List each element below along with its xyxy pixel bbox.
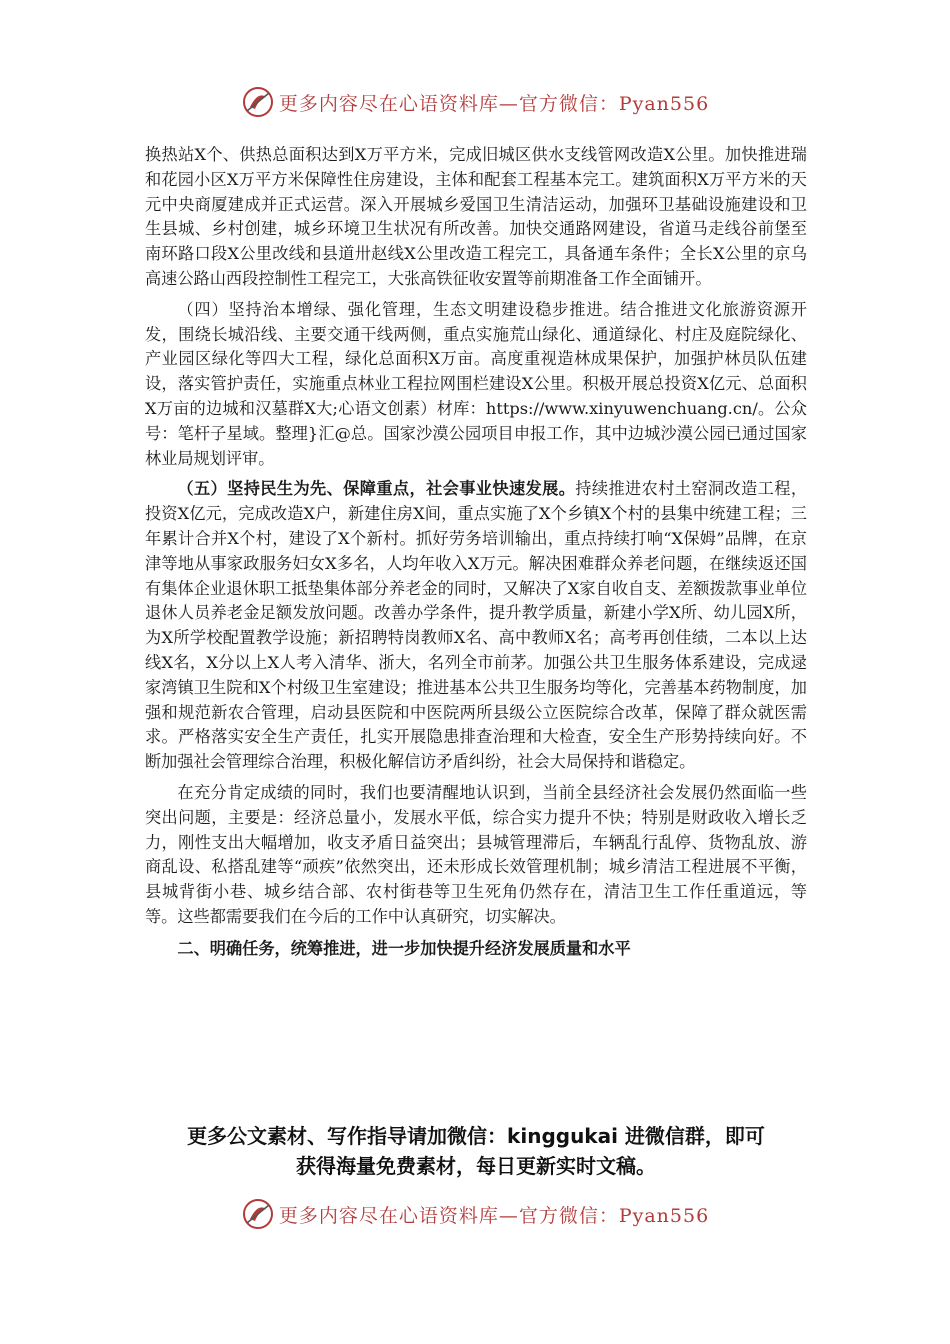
footer-banner (0, 1194, 950, 1234)
promo-line-1: 更多公文素材、写作指导请加微信：kinggukai 进微信群，即可 (187, 1124, 765, 1148)
banner-text: 更多内容尽在心语资料库—官方微信：Pyan556 (278, 92, 710, 115)
paragraph-1: 换热站X个、供热总面积达到X万平方米，完成旧城区供水支线管网改造X公里。加快推进瑞和花园小区X万平方米保障性住房建设，主体和配套工程基本完工。建筑面积X万平方米的天元中央商厦建成并正式运营。深入开展城乡爱国卫生清洁运动，加强环卫基础设施建设和卫生县城、乡村创建，城乡环境卫生状况有所改善。加快交通路网建设，省道马走线谷前堡至南环路口段X公里改线和县道卅赵线X公里改造工程完工，具备通车条件；全长X公里的京乌高速公路山西段控制性工程完工，大张高铁征收安置等前期准备工作全面铺开。 (145, 145, 807, 288)
banner-text: 更多内容尽在心语资料库—官方微信：Pyan556 (278, 1204, 710, 1227)
brand-logo-icon (241, 85, 275, 119)
paragraph-4: 在充分肯定成绩的同时，我们也要清醒地认识到，当前全县经济社会发展仍然面临一些突出问题，主要是：经济总量小，发展水平低，综合实力提升不快；特别是财政收入增长乏力，刚性支出大幅增加，收支矛盾日益突出；县城管理滞后，车辆乱行乱停、货物乱放、游商乱设、私搭乱建等“顽疾”依然突出，还未形成长效管理机制；城乡清洁工程进展不平衡，县城背街小巷、城乡结合部、农村街巷等卫生死角仍然存在，清洁卫生工作任重道远，等等。这些都需要我们在今后的工作中认真研究，切实解决。 (145, 782, 807, 926)
section-heading: 二、明确任务，统筹推进，进一步加快提升经济发展质量和水平 (177, 938, 631, 958)
brand-logo-icon (241, 1197, 275, 1231)
paragraph-3-lead: （五）坚持民生为先、保障重点，社会事业快速发展。 (177, 479, 576, 499)
paragraph-2: （四）坚持治本增绿、强化管理，生态文明建设稳步推进。结合推进文化旅游资源开发，围绕长城沿线、主要交通干线两侧，重点实施荒山绿化、通道绿化、村庄及庭院绿化、产业园区绿化等四大工程，绿化总面积X万亩。高度重视造林成果保护，加强护林员队伍建设，落实管护责任，实施重点林业工程拉网围栏建设X公里。积极开展总投资X亿元、总面积X万亩的边城和汉墓群X大;心语文创素）材库：https://www.xinyuwenchuang.cn/。公众号：笔杆子星域。整理}汇@总。国家沙漠公园项目申报工作，其中边城沙漠公园已通过国家林业局规划评审。 (145, 299, 807, 468)
promo-block (140, 1121, 812, 1181)
paragraph-3 (145, 477, 807, 775)
header-banner (0, 82, 950, 122)
paragraph-3-body: 持续推进农村土窑洞改造工程，投资X亿元，完成改造X户，新建住房X间，重点实施了X个乡镇X个村的县集中统建工程；三年累计合并X个村，建设了X个新村。抓好劳务培训输出，重点持续打响“X保姆”品牌，在京津等地从事家政服务妇女X多名，人均年收入X万元。解决困难群众养老问题，在继续返还国有集体企业退休职工抵垫集体部分养老金的同时，又解决了X家自收自支、差额拨款事业单位退休人员养老金足额发放问题。改善办学条件，提升教学质量，新建小学X所、幼儿园X所，为X所学校配置教学设施；新招聘特岗教师X名、高中教师X名；高考再创佳绩，二本以上达线X名，X分以上X人考入清华、浙大，名列全市前茅。加强公共卫生服务体系建设，完成逯家湾镇卫生院和X个村级卫生室建设；推进基本公共卫生服务均等化，完善基本药物制度，加强和规范新农合管理，启动县医院和中医院两所县级公立医院综合改革，保障了群众就医需求。严格落实安全生产责任，扎实开展隐患排查治理和大检查，安全生产形势持续向好。不断加强社会管理综合治理，积极化解信访矛盾纠纷，社会大局保持和谐稳定。 (145, 479, 808, 772)
promo-line-2: 获得海量免费素材，每日更新实时文稿。 (296, 1154, 656, 1178)
document-body (145, 143, 807, 962)
